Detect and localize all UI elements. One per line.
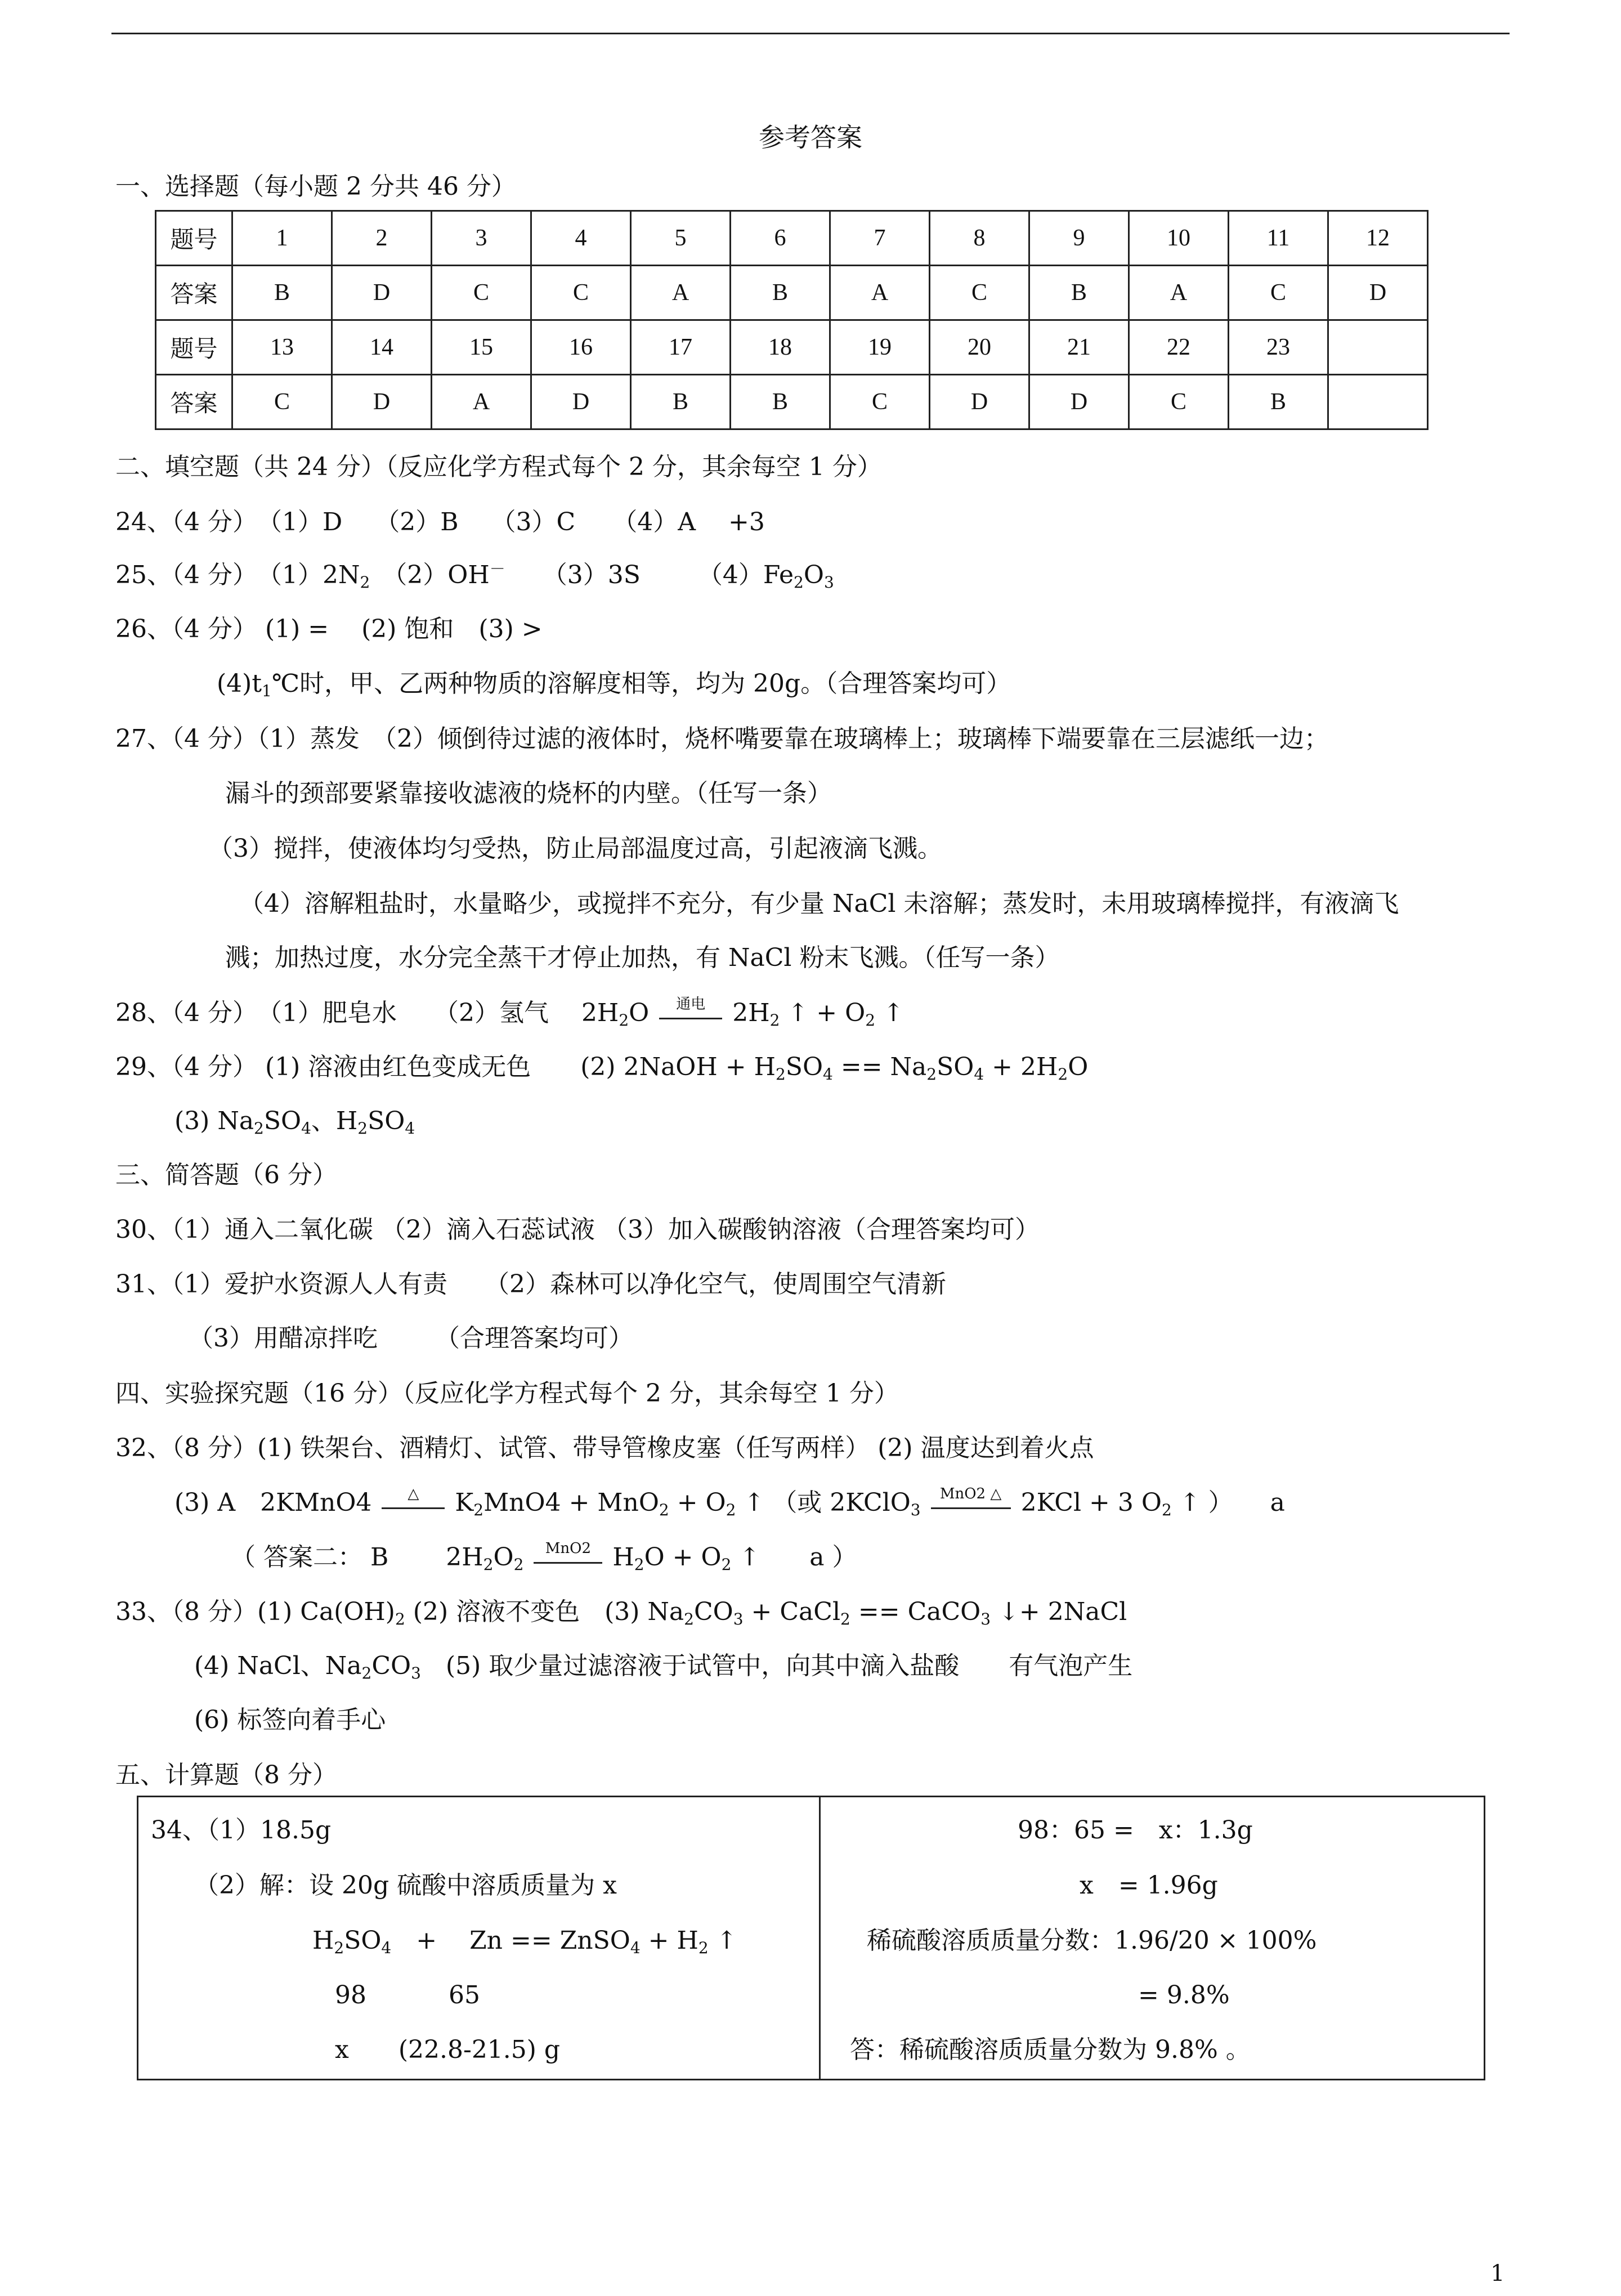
- table-row-label: 答案: [156, 266, 232, 320]
- q34-molar-masses: 98 65: [335, 1981, 480, 2009]
- q24-answer: 24、（4 分） （1）D （2）B （3）C （4）A +3: [115, 508, 765, 536]
- table-cell: 16: [531, 320, 631, 375]
- condition-catalyst-heat: MnO2 △: [929, 1486, 1013, 1520]
- table-cell: A: [1129, 266, 1229, 320]
- table-cell: C: [830, 375, 930, 429]
- q34-x-value: x = 1.96g: [1080, 1871, 1218, 1900]
- table-cell: 4: [531, 211, 631, 266]
- table-cell: B: [631, 375, 731, 429]
- table-cell: C: [1229, 266, 1328, 320]
- q27-answer: 27、（4 分）（1）蒸发 （2）倾倒待过滤的液体时，烧杯嘴要靠在玻璃棒上；玻璃棒下端要靠在三层滤纸一边；: [115, 724, 1329, 753]
- table-cell: D: [930, 375, 1029, 429]
- table-cell: 7: [830, 211, 930, 266]
- table-cell: B: [731, 266, 830, 320]
- q32-answer: 32、（8 分）(1) 铁架台、酒精灯、试管、带导管橡皮塞（任写两样） (2) 温度达到着火点: [115, 1434, 1094, 1462]
- table-cell: D: [332, 266, 432, 320]
- q34-conclusion: 答：稀硫酸溶质质量分数为 9.8% 。: [850, 2035, 1251, 2064]
- q27-answer-part3: （3）搅拌，使液体均匀受热，防止局部温度过高，引起液滴飞溅。: [208, 834, 942, 863]
- table-cell: B: [731, 375, 830, 429]
- page-title: 参考答案: [759, 122, 862, 153]
- q34-ratio: 98：65 = x：1.3g: [1018, 1816, 1253, 1845]
- table-cell: 5: [631, 211, 731, 266]
- table-cell: 13: [232, 320, 332, 375]
- section-1-heading: 一、选择题（每小题 2 分共 46 分）: [115, 172, 516, 201]
- table-cell: 21: [1029, 320, 1129, 375]
- answer-table: [155, 210, 1429, 430]
- q28-answer: 28、（4 分） （1）肥皂水 （2）氢气 $2H_2O$ 通电 $2H_2$ ↑ + $O_2$ ↑: [115, 996, 904, 1030]
- table-cell: 9: [1029, 211, 1129, 266]
- section-5-heading: 五、计算题（8 分）: [115, 1761, 337, 1789]
- table-cell: C: [232, 375, 332, 429]
- condition-heat: △: [379, 1486, 447, 1520]
- table-cell: 11: [1229, 211, 1328, 266]
- q30-answer: 30、（1）通入二氧化碳 （2）滴入石蕊试液 （3）加入碳酸钠溶液（合理答案均可）: [115, 1215, 1040, 1244]
- q31-answer: 31、（1）爱护水资源人人有责 （2）森林可以净化空气，使周围空气清新: [115, 1270, 946, 1299]
- table-cell: B: [1229, 375, 1328, 429]
- table-cell: B: [232, 266, 332, 320]
- q33-answer-part6: (6) 标签向着手心: [194, 1706, 386, 1734]
- q32-answer-part3: (3) A 2KMnO4 △ $K_2MnO4 + MnO_2 + O_2$ ↑ （或 2KClO$_3$ MnO2 △ 2KCl + 3 $O_2$ ↑ ） a: [174, 1485, 1285, 1519]
- table-cell: D: [1328, 266, 1428, 320]
- q29-answer-part3: (3) $Na_2SO_4$、$H_2SO_4$: [174, 1107, 415, 1138]
- q27-answer-cont: 漏斗的颈部要紧靠接收滤液的烧杯的内壁。（任写一条）: [225, 779, 832, 808]
- table-cell: D: [1029, 375, 1129, 429]
- table-cell: C: [1129, 375, 1229, 429]
- table-cell: [1328, 375, 1428, 429]
- q34-fraction-calc: 稀硫酸溶质质量分数：1.96/20 × 100%: [867, 1926, 1317, 1955]
- table-cell: A: [631, 266, 731, 320]
- table-cell: 10: [1129, 211, 1229, 266]
- q26-answer-part4: $(4)t_1℃$时，甲、乙两种物质的溶解度相等，均为 20g。（合理答案均可）: [217, 669, 1011, 700]
- section-3-heading: 三、简答题（6 分）: [115, 1161, 337, 1189]
- q34-fraction-result: = 9.8%: [1138, 1981, 1230, 2009]
- calculation-divider: [819, 1796, 821, 2080]
- header-rule: [111, 33, 1510, 34]
- table-cell: B: [1029, 266, 1129, 320]
- table-cell: D: [531, 375, 631, 429]
- q31-answer-part3: （3）用醋凉拌吃 （合理答案均可）: [189, 1324, 633, 1353]
- condition-catalyst: MnO2: [531, 1541, 604, 1574]
- q27-answer-part4-cont: 溅；加热过度，水分完全蒸干才停止加热，有 NaCl 粉末飞溅。（任写一条）: [225, 943, 1060, 972]
- table-cell: 23: [1229, 320, 1328, 375]
- q34-quantities: x (22.8-21.5) g: [335, 2035, 561, 2064]
- q29-answer: 29、（4 分） (1) 溶液由红色变成无色 (2) 2NaOH + $H_2SO_4 == Na_2SO_4 + 2H_2O$: [115, 1053, 1089, 1084]
- q32-answer-alt: （ 答案二： B $2H_2O_2$ MnO2 $H_2O + O_2$ ↑ a ）: [231, 1540, 857, 1574]
- table-cell: C: [432, 266, 531, 320]
- table-cell: 18: [731, 320, 830, 375]
- table-cell: 6: [731, 211, 830, 266]
- table-row-label: 题号: [156, 211, 232, 266]
- q34-part1: 34、（1）18.5g: [151, 1816, 332, 1845]
- table-row-label: 题号: [156, 320, 232, 375]
- table-cell: D: [332, 375, 432, 429]
- q33-answer-part4: (4) NaCl、$Na_2CO_3$ (5) 取少量过滤溶液于试管中，向其中滴入盐酸 有气泡产生: [194, 1651, 1133, 1682]
- section-2-heading: 二、填空题（共 24 分）（反应化学方程式每个 2 分，其余每空 1 分）: [115, 453, 882, 481]
- table-cell: 17: [631, 320, 731, 375]
- condition-electrolysis: 通电: [657, 996, 724, 1030]
- q34-part2: （2）解：设 20g 硫酸中溶质质量为 x: [194, 1871, 617, 1900]
- q33-answer: 33、（8 分）(1) $Ca(OH)_2$ (2) 溶液不变色 (3) $Na_2CO_3$ + CaCl$_2$ == CaCO$_3$ ↓+ 2NaCl: [115, 1597, 1127, 1628]
- table-row: [156, 320, 1428, 375]
- q25-answer: 25、（4 分） $(1)2N_2$ （2）OH－ （3）3S $(4)Fe_2O_3$: [115, 560, 834, 592]
- table-cell: 15: [432, 320, 531, 375]
- table-cell: 2: [332, 211, 432, 266]
- table-cell: 20: [930, 320, 1029, 375]
- table-cell: 19: [830, 320, 930, 375]
- table-cell: 22: [1129, 320, 1229, 375]
- table-cell: 8: [930, 211, 1029, 266]
- table-cell: A: [432, 375, 531, 429]
- table-cell: 14: [332, 320, 432, 375]
- table-cell: C: [930, 266, 1029, 320]
- q27-answer-part4: （4）溶解粗盐时，水量略少，或搅拌不充分，有少量 NaCl 未溶解；蒸发时，未用玻璃棒搅拌，有液滴飞: [239, 889, 1399, 918]
- table-cell: C: [531, 266, 631, 320]
- table-cell: 1: [232, 211, 332, 266]
- table-cell: 3: [432, 211, 531, 266]
- q26-answer: 26、（4 分） (1) = (2) 饱和 (3) >: [115, 615, 543, 643]
- section-4-heading: 四、实验探究题（16 分）（反应化学方程式每个 2 分，其余每空 1 分）: [115, 1379, 899, 1408]
- table-cell: 12: [1328, 211, 1428, 266]
- q34-equation: $H_2SO_4$ + Zn == ZnSO$_4$ + $H_2$ ↑: [312, 1926, 737, 1957]
- table-row: [156, 211, 1428, 266]
- table-cell: [1328, 320, 1428, 375]
- page-number: 1: [1490, 2261, 1505, 2286]
- table-row: [156, 266, 1428, 320]
- table-cell: A: [830, 266, 930, 320]
- table-row: [156, 375, 1428, 429]
- table-row-label: 答案: [156, 375, 232, 429]
